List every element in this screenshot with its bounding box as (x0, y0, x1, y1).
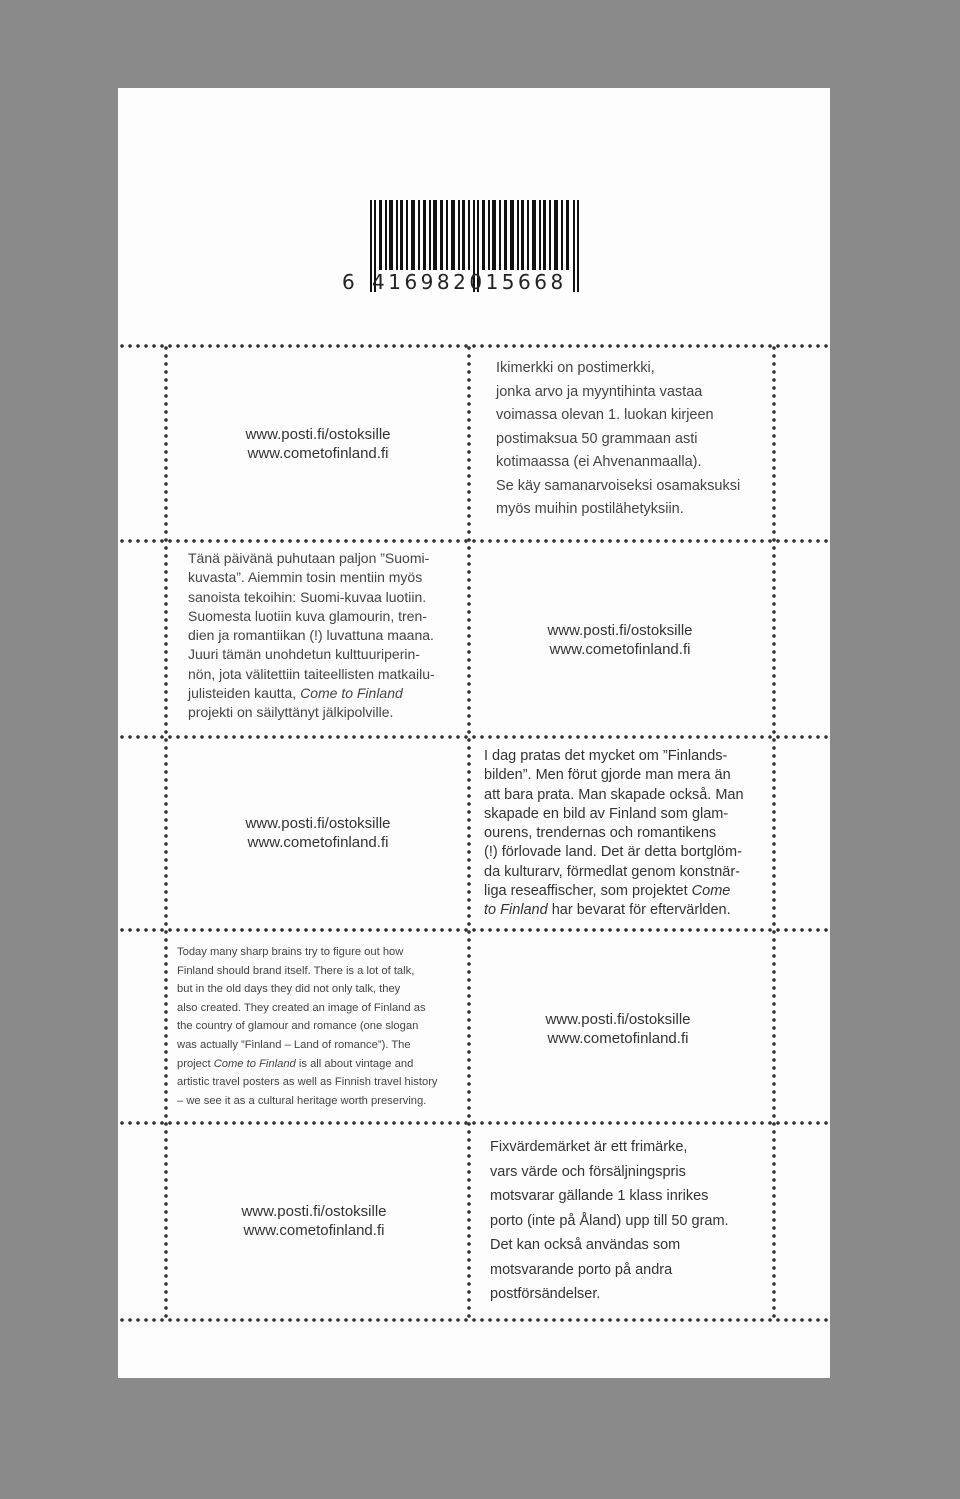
text-line: myös muihin postilähetyksiin. (496, 501, 684, 517)
text-part: is all about vintage and (295, 1057, 414, 1070)
project-name: Come to Finland (300, 685, 403, 702)
text-line (484, 901, 744, 920)
text-line: skapade en bild av Finland som glam- (484, 805, 729, 822)
text-line (177, 1055, 438, 1074)
url-posti: www.posti.fi/ostoksille (245, 815, 391, 832)
perforation-col-right (772, 344, 776, 1322)
url-cometofinland: www.cometofinland.fi (247, 834, 389, 851)
stamp-r5-right (490, 1135, 729, 1307)
text-part: liga reseaffischer, som projektet (484, 883, 692, 900)
text-line: Ikimerkki on postimerkki, (496, 360, 655, 376)
barcode-first-digit: 6 (342, 270, 355, 294)
stamp-r2-right (470, 621, 770, 659)
text-line: – we see it as a cultural heritage worth preserving. (177, 1094, 427, 1107)
perforation-row-2 (118, 539, 830, 543)
text-line: Today many sharp brains try to figure out how (177, 946, 404, 958)
perforation-row-6 (118, 1318, 830, 1322)
project-name: to Finland (484, 902, 548, 919)
stamp-r2-left (188, 549, 435, 723)
perforation-row-5 (118, 1121, 830, 1125)
url-posti: www.posti.fi/ostoksille (545, 1011, 691, 1028)
text-line: jonka arvo ja myyntihinta vastaa (496, 383, 703, 400)
text-line: da kulturarv, förmedlat genom konstnär- (484, 863, 741, 880)
stamp-r4-right (468, 1010, 768, 1048)
text-line: porto (inte på Åland) upp till 50 gram. (490, 1212, 729, 1229)
perforation-row-1 (118, 344, 830, 348)
text-line: Se käy samanarvoiseksi osamaksuksi (496, 477, 741, 494)
text-line (484, 882, 744, 901)
text-line: Suomesta luotiin kuva glamourin, tren- (188, 607, 427, 624)
text-part: har bevarat för eftervärlden. (547, 902, 731, 919)
text-line (188, 684, 435, 703)
url-posti: www.posti.fi/ostoksille (241, 1203, 387, 1220)
stamp-r3-right (484, 747, 744, 921)
text-line: motsvarande porto på andra (490, 1261, 673, 1278)
url-cometofinland: www.cometofinland.fi (549, 641, 691, 658)
text-part: project (177, 1057, 214, 1070)
text-line: Fixvärdemärket är ett frimärke, (490, 1139, 688, 1155)
text-line: Finland should brand itself. There is a lot of talk, (177, 964, 415, 977)
url-posti: www.posti.fi/ostoksille (547, 622, 693, 639)
text-part: julisteiden kautta, (188, 685, 301, 702)
text-line: also created. They created an image of Finland as (177, 1001, 426, 1014)
text-line: ourens, trendernas och romantikens (484, 825, 717, 842)
text-line: but in the old days they did not only talk, they (177, 983, 401, 996)
text-line: the country of glamour and romance (one slogan (177, 1020, 419, 1033)
text-line: att bara prata. Man skapade också. Man (484, 786, 744, 803)
text-line: motsvarar gällande 1 klass inrikes (490, 1188, 709, 1204)
text-line: Juuri tämän unohdetun kulttuuriperin- (188, 646, 420, 663)
text-line: nön, jota välitettiin taiteellisten matkailu- (188, 665, 435, 682)
url-cometofinland: www.cometofinland.fi (547, 1030, 689, 1047)
text-line: I dag pratas det mycket om ”Finlands- (484, 748, 728, 764)
barcode-digits: 416982015668 (372, 270, 567, 294)
text-line: kuvasta”. Aiemmin tosin mentiin myös (188, 569, 423, 586)
text-line: Det kan också användas som (490, 1237, 681, 1253)
stamp-r4-left (177, 943, 438, 1110)
text-line: Tänä päivänä puhutaan paljon ”Suomi- (188, 550, 430, 566)
project-name: Come (691, 883, 731, 900)
text-line: vars värde och försäljningspris (490, 1163, 686, 1180)
stamp-r5-left (164, 1202, 464, 1240)
text-line: projekti on säilyttänyt jälkipolville. (188, 704, 394, 721)
url-cometofinland: www.cometofinland.fi (247, 445, 389, 462)
url-posti: www.posti.fi/ostoksille (245, 426, 391, 443)
text-line: (!) förlovade land. Det är detta bortglöm- (484, 844, 742, 861)
text-line: voimassa olevan 1. luokan kirjeen (496, 407, 714, 423)
text-line: sanoista tekoihin: Suomi-kuvaa luotiin. (188, 588, 427, 605)
text-line: bilden”. Men förut gjorde man mera än (484, 767, 731, 784)
stamp-r1-right (496, 357, 740, 522)
text-line: was actually ”Finland – Land of romance”). The (177, 1038, 411, 1051)
text-line: kotimaassa (ei Ahvenanmaalla). (496, 454, 702, 470)
perforation-row-3 (118, 735, 830, 739)
url-cometofinland: www.cometofinland.fi (243, 1222, 385, 1239)
text-line: dien ja romantiikan (!) luvattuna maana. (188, 627, 434, 644)
project-name: Come to Finland (213, 1057, 296, 1070)
text-line: artistic travel posters as well as Finnish travel history (177, 1076, 438, 1089)
stamp-r3-left (168, 814, 468, 852)
perforation-row-4 (118, 928, 830, 932)
stamp-r1-left (168, 425, 468, 463)
text-line: postförsändelser. (490, 1286, 601, 1302)
text-line: postimaksua 50 grammaan asti (496, 430, 698, 447)
